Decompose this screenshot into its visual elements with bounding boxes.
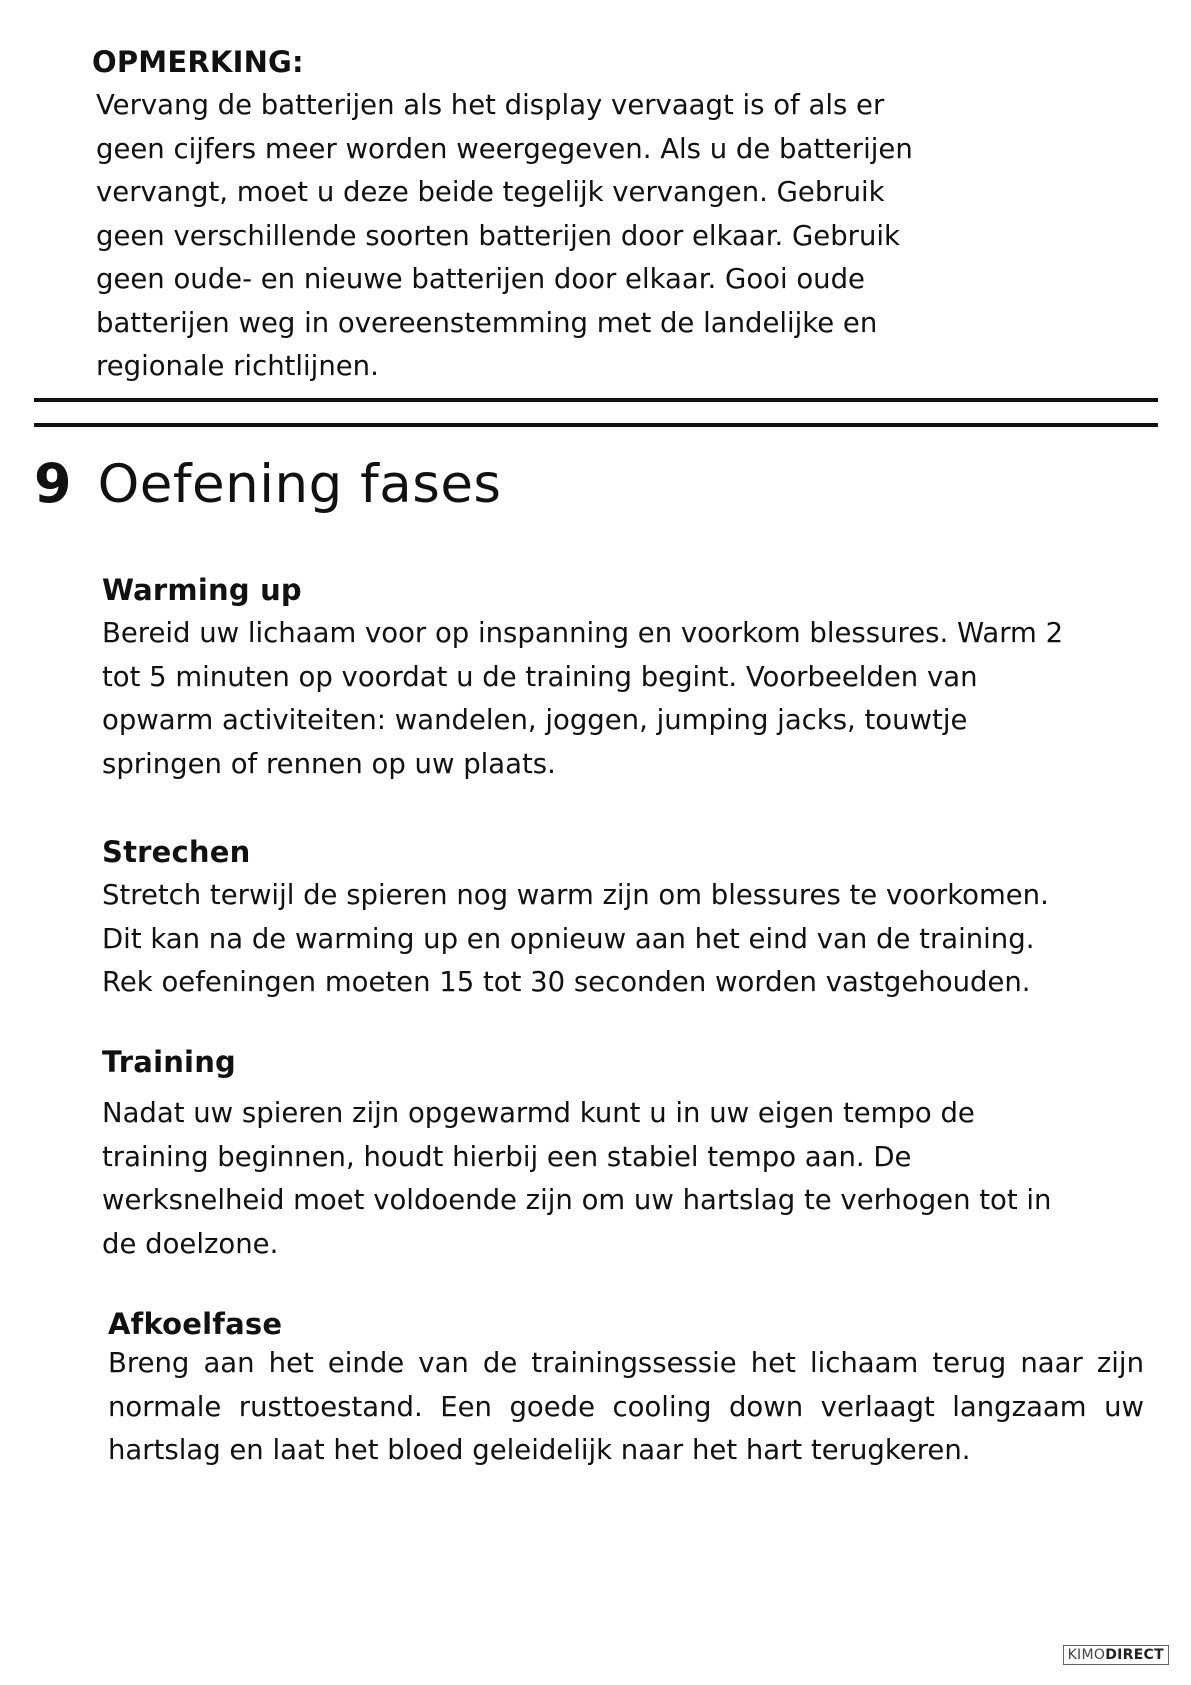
text-line: werksnelheid moet voldoende zijn om uw hartslag te verhogen tot in <box>102 1184 1052 1216</box>
section-stretch <box>102 834 1172 1005</box>
text-line: Stretch terwijl de spieren nog warm zijn om blessures te voorkomen. <box>102 879 1049 911</box>
note-block <box>92 44 1046 389</box>
divider-top <box>34 398 1158 402</box>
text-line: tot 5 minuten op voordat u de training begint. Voorbeelden van <box>102 660 978 693</box>
note-line: batterijen weg in overeenstemming met de landelijke en <box>96 306 878 339</box>
section-training <box>102 1044 1172 1266</box>
note-line: vervangt, moet u deze beide tegelijk vervangen. Gebruik <box>96 176 885 208</box>
kimodirect-logo <box>1063 1645 1169 1665</box>
divider-bottom <box>34 423 1158 427</box>
section-title: Warming up <box>102 573 302 607</box>
section-text <box>102 874 1172 1005</box>
chapter-number: 9 <box>34 452 72 515</box>
note-title: OPMERKING: <box>92 45 304 79</box>
text-line: opwarm activiteiten: wandelen, joggen, jumping jacks, touwtje <box>102 704 968 736</box>
note-line: geen cijfers meer worden weergegeven. Als u de batterijen <box>96 132 913 165</box>
section-text <box>102 612 1172 786</box>
text-line: Rek oefeningen moeten 15 tot 30 seconden worden vastgehouden. <box>102 966 1031 998</box>
logo-text-bold: DIRECT <box>1105 1647 1164 1663</box>
chapter-title: Oefening fases <box>97 454 502 515</box>
section-title: Training <box>102 1045 236 1079</box>
text-line: Dit kan na de warming up en opnieuw aan het eind van de training. <box>102 922 1035 955</box>
text-line: springen of rennen op uw plaats. <box>102 747 556 780</box>
note-line: Vervang de batterijen als het display vervaagt is of als er <box>96 89 885 121</box>
chapter-heading <box>34 452 502 522</box>
note-line: regionale richtlijnen. <box>96 350 379 382</box>
text-line: Nadat uw spieren zijn opgewarmd kunt u in uw eigen tempo de <box>102 1097 975 1129</box>
section-text: Breng aan het einde van de trainingssessie het lichaam terug naar zijn normale rusttoestand. Een goede cooling down verlaagt langzaam uw hartslag en laat het bloed geleidelijk naar het hart terugkeren. <box>108 1347 1144 1466</box>
note-line: geen verschillende soorten batterijen door elkaar. Gebruik <box>96 219 900 252</box>
text-line: de doelzone. <box>102 1227 279 1260</box>
section-title: Strechen <box>102 835 251 869</box>
note-line: geen oude- en nieuwe batterijen door elkaar. Gooi oude <box>96 263 865 295</box>
section-cooldown <box>108 1306 1144 1473</box>
note-text <box>96 84 1046 389</box>
section-warmup <box>102 572 1172 786</box>
text-line: Bereid uw lichaam voor op inspanning en voorkom blessures. Warm 2 <box>102 617 1064 649</box>
logo-text-light: KIMO <box>1067 1647 1106 1663</box>
section-title: Afkoelfase <box>108 1307 283 1341</box>
section-text <box>102 1092 1172 1266</box>
text-line: training beginnen, houdt hierbij een stabiel tempo aan. De <box>102 1140 912 1173</box>
